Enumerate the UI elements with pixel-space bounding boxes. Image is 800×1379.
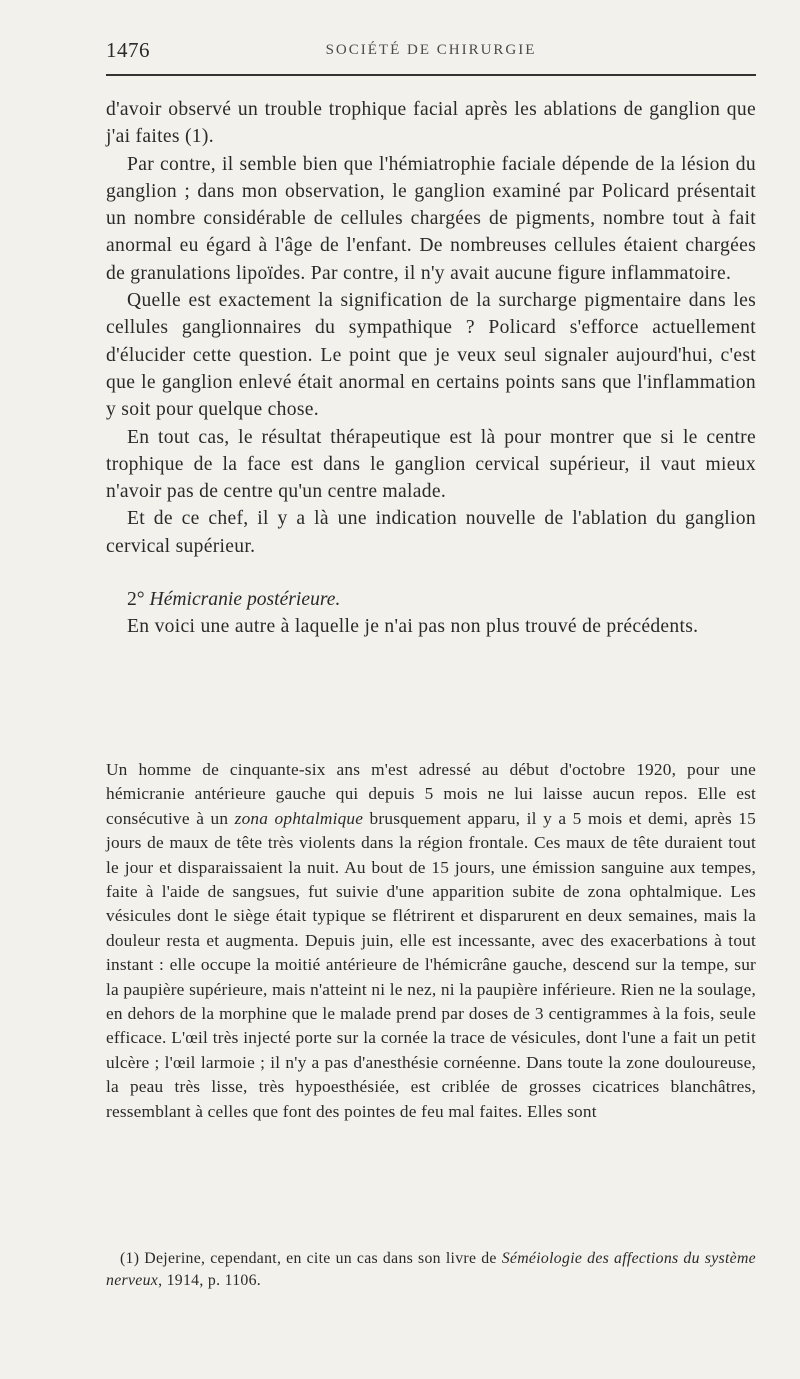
paragraph-2: Par contre, il semble bien que l'hémiatrophie faciale dépende de la lésion du ganglion ; dans mon observation, le ganglion examiné par Policard présentait un nombre considérable de cellules chargées de pigments, nombre tout à fait anormal eu égard à l'âge de l'enfant. De nombreuses cellules étaient chargées de granulations lipoïdes. Par contre, il n'y avait aucune figure inflammatoire. (106, 153, 756, 284)
case-paragraph (106, 758, 756, 1124)
footnote-book-title: Séméiologie des affections du système nerveux (106, 1250, 756, 1289)
case-text-part-1: Un homme de cinquante-six ans m'est adressé au début d'octobre 1920, pour une hémicranie antérieure gauche qui depuis 5 mois ne lui laisse aucun repos. Elle est consécutive à un (106, 760, 756, 828)
paragraph-3: Quelle est exactement la signification de la surcharge pigmentaire dans les cellules ganglionnaires du sympathique ? Policard s'efforce actuellement d'élucider cette question. Le point que je veux seul signaler aujourd'hui, c'est que le ganglion enlevé était anormal en certains points sans que l'inflammation y soit pour quelque chose. (106, 290, 756, 421)
paragraph-1: d'avoir observé un trouble trophique facial après les ablations de ganglion que j'ai faites (1). (106, 99, 756, 148)
main-text (106, 96, 756, 641)
section-heading (106, 586, 756, 613)
page-header (106, 38, 756, 68)
footnote-text (106, 1248, 756, 1291)
running-head: SOCIÉTÉ DE CHIRURGIE (325, 42, 537, 58)
footnote (106, 1248, 756, 1291)
paragraph-4: En tout cas, le résultat thérapeutique est là pour montrer que si le centre trophique de la face est dans le ganglion cervical supérieur, il vaut mieux n'avoir pas de centre qu'un centre malade. (106, 426, 756, 503)
paragraph-5: Et de ce chef, il y a là une indication nouvelle de l'ablation du ganglion cervical supérieur. (106, 508, 756, 557)
section-intro: En voici une autre à laquelle je n'ai pas non plus trouvé de précédents. (127, 616, 699, 638)
footnote-lead: (1) Dejerine, cependant, en cite un cas dans son livre de (120, 1250, 502, 1267)
case-report (106, 758, 756, 1124)
page-number: 1476 (106, 38, 150, 62)
footnote-tail: , 1914, p. 1106. (158, 1271, 262, 1289)
section-title: Hémicranie postérieure. (149, 589, 341, 611)
case-text-part-2: brusquement apparu, il y a 5 mois et demi, après 15 jours de maux de tête très violents dans la région frontale. Ces maux de tête duraient tout le jour et disparaissaient la nuit. Au bout de 15 jours, une émission sanguine aux tempes, faite à l'aide de sangsues, fut suivie d'une apparition subite de zona ophtalmique. Les vésicules dont le siège était typique se flétrirent et disparurent en deux semaines, mais la douleur resta et augmenta. Depuis juin, elle est incessante, avec des exacerbations à tout instant : elle occupe la moitié antérieure de l'hémicrâne gauche, descend sur la tempe, sur la paupière supérieure, mais n'atteint ni le nez, ni la paupière inférieure. Rien ne la soulage, en dehors de la morphine que le malade prend par doses de 3 centigrammes à la fois, seule efficace. L'œil très injecté porte sur la cornée la trace de vésicules, dont l'une a fait un petit ulcère ; l'œil larmoie ; il n'y a pas d'anesthésie cornéenne. Dans toute la zone douloureuse, la peau très lisse, très hypoesthésiée, est criblée de grosses cicatrices blanchâtres, ressemblant à celles que font des pointes de feu mal faites. Elles sont (106, 808, 756, 1121)
case-italic-term: zona ophtalmique (234, 808, 364, 828)
header-rule (106, 74, 756, 76)
section-number: 2° (127, 589, 145, 611)
